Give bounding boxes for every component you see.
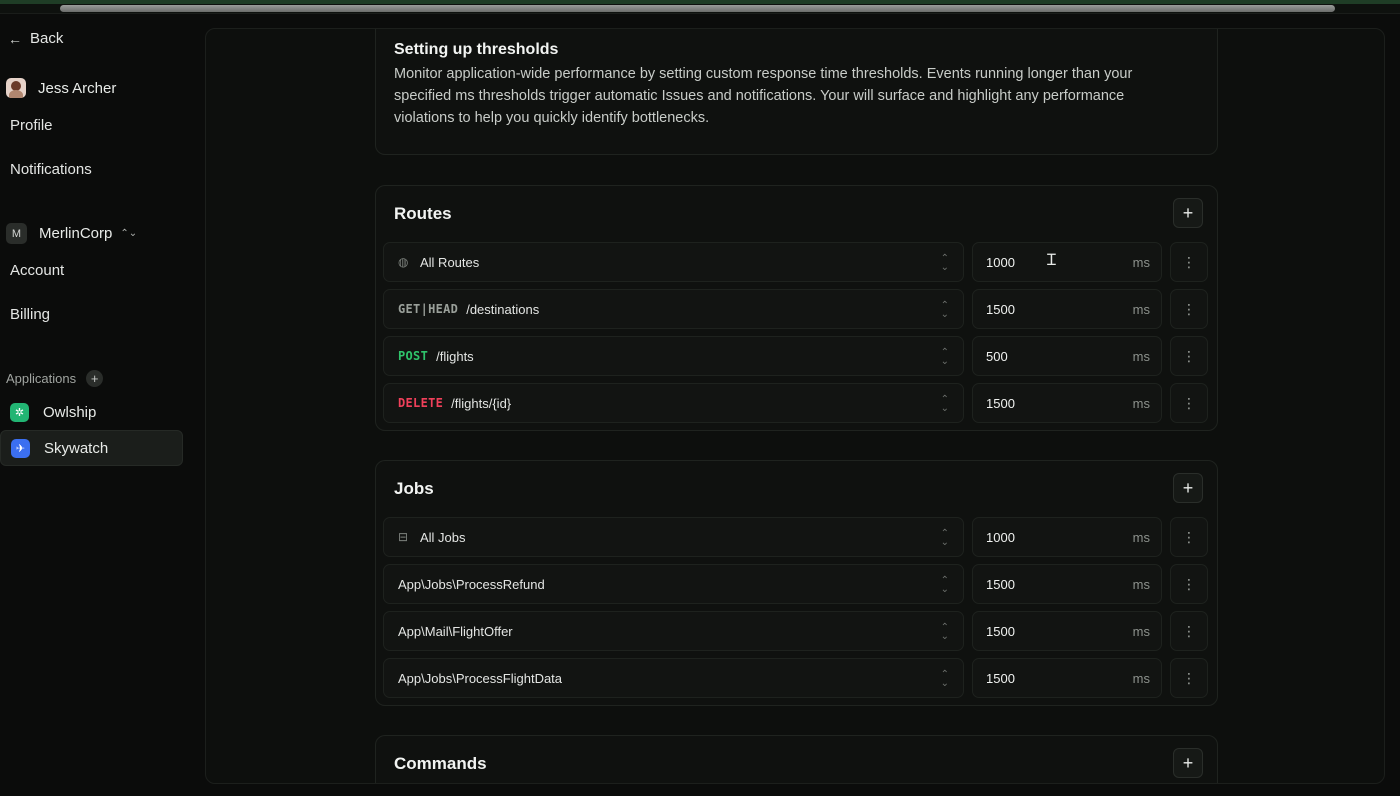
row-menu-button[interactable]: ⋮ (1170, 564, 1208, 604)
job-label: App\Mail\FlightOffer (398, 623, 513, 639)
threshold-value: 500 (986, 348, 1008, 364)
add-route-button[interactable]: + (1173, 198, 1203, 228)
unit-label: ms (1132, 577, 1150, 592)
unit-label: ms (1132, 624, 1150, 639)
threshold-input[interactable] (972, 658, 1162, 698)
route-label: /flights (436, 348, 474, 364)
globe-icon: ◍ (398, 255, 409, 269)
commands-card (375, 735, 1218, 784)
route-select[interactable] (383, 383, 964, 423)
routes-card (375, 185, 1218, 431)
job-row (383, 517, 1210, 557)
applications-heading (6, 370, 103, 387)
chevron-up-down-icon: ⌃ ⌄ (940, 394, 949, 414)
intro-card (375, 28, 1218, 155)
threshold-value: 1500 (986, 623, 1015, 639)
chevron-up-down-icon: ⌃ ⌄ (940, 528, 949, 548)
job-label: App\Jobs\ProcessFlightData (398, 670, 563, 686)
browser-scrollbar[interactable] (60, 5, 1335, 12)
row-menu-button[interactable]: ⋮ (1170, 383, 1208, 423)
chevron-up-down-icon: ⌃ ⌄ (940, 300, 949, 320)
route-label: /destinations (466, 301, 540, 317)
intro-title: Setting up thresholds (394, 41, 559, 58)
text-cursor-icon: Ɪ (1047, 250, 1056, 269)
commands-title: Commands (394, 754, 487, 773)
sidebar-item-notifications[interactable]: Notifications (10, 161, 92, 178)
job-select[interactable] (383, 611, 964, 651)
route-row (383, 383, 1210, 423)
skywatch-app-icon: ✈ (11, 439, 30, 458)
route-select[interactable] (383, 336, 964, 376)
threshold-value: 1000 (986, 529, 1015, 545)
threshold-input[interactable] (972, 517, 1162, 557)
add-command-button[interactable]: + (1173, 748, 1203, 778)
chevron-up-down-icon: ⌃ ⌄ (940, 622, 949, 642)
http-method: DELETE (398, 396, 444, 410)
threshold-input[interactable] (972, 383, 1162, 423)
route-select[interactable] (383, 289, 964, 329)
threshold-value: 1000 (986, 254, 1015, 270)
org-name: MerlinCorp (39, 225, 113, 242)
job-select[interactable] (383, 658, 964, 698)
back-label: Back (30, 30, 64, 47)
threshold-value: 1500 (986, 576, 1015, 592)
http-method: GET|HEAD (398, 302, 459, 316)
sidebar-app-skywatch[interactable] (0, 430, 183, 466)
jobs-card (375, 460, 1218, 706)
org-badge: M (6, 223, 27, 244)
route-label: /flights/{id} (451, 395, 512, 411)
row-menu-button[interactable]: ⋮ (1170, 611, 1208, 651)
job-select[interactable] (383, 564, 964, 604)
sidebar-item-profile[interactable]: Profile (10, 117, 53, 134)
unit-label: ms (1132, 530, 1150, 545)
chevron-up-down-icon: ⌃ ⌄ (940, 253, 949, 273)
window-topbar (0, 0, 1400, 14)
threshold-input[interactable] (972, 564, 1162, 604)
routes-title: Routes (394, 204, 452, 223)
job-label: App\Jobs\ProcessRefund (398, 576, 545, 592)
threshold-input[interactable] (972, 611, 1162, 651)
threshold-value: 1500 (986, 670, 1015, 686)
briefcase-icon: ⊟ (398, 530, 409, 544)
unit-label: ms (1132, 302, 1150, 317)
intro-text: Monitor application-wide performance by setting custom response time thresholds. Events running longer than your specified ms thresholds trigger automatic Issues and notifications. Your will surface and highlight any performance violations to help you quickly identify bottlenecks. (394, 66, 1133, 126)
chevron-up-down-icon: ⌃ ⌄ (940, 669, 949, 689)
app-label: Owlship (43, 403, 97, 421)
job-row (383, 658, 1210, 698)
sidebar-app-owlship[interactable] (0, 394, 183, 430)
user-header (6, 78, 116, 98)
unit-label: ms (1132, 349, 1150, 364)
job-select[interactable] (383, 517, 964, 557)
job-label: All Jobs (420, 529, 466, 545)
route-row (383, 242, 1210, 282)
route-row (383, 336, 1210, 376)
chevron-up-down-icon: ⌃⌄ (120, 228, 138, 239)
route-label: All Routes (420, 254, 480, 270)
http-method: POST (398, 349, 429, 363)
jobs-title: Jobs (394, 479, 434, 498)
row-menu-button[interactable]: ⋮ (1170, 289, 1208, 329)
row-menu-button[interactable]: ⋮ (1170, 517, 1208, 557)
job-row (383, 564, 1210, 604)
threshold-value: 1500 (986, 395, 1015, 411)
org-switcher[interactable] (6, 223, 137, 244)
unit-label: ms (1132, 396, 1150, 411)
add-job-button[interactable]: + (1173, 473, 1203, 503)
owlship-app-icon: ✲ (10, 403, 29, 422)
back-link[interactable] (8, 30, 63, 47)
threshold-input[interactable] (972, 289, 1162, 329)
chevron-up-down-icon: ⌃ ⌄ (940, 575, 949, 595)
avatar (6, 78, 26, 98)
row-menu-button[interactable]: ⋮ (1170, 658, 1208, 698)
add-application-button[interactable]: + (86, 370, 103, 387)
user-name: Jess Archer (38, 79, 117, 97)
threshold-value: 1500 (986, 301, 1015, 317)
topbar-accent (0, 0, 1400, 4)
route-select[interactable] (383, 242, 964, 282)
main-panel (205, 28, 1385, 784)
threshold-input[interactable] (972, 242, 1162, 282)
sidebar-item-account[interactable]: Account (10, 262, 65, 279)
row-menu-button[interactable]: ⋮ (1170, 242, 1208, 282)
app-label: Skywatch (44, 439, 109, 457)
applications-label: Applications (6, 371, 77, 386)
job-row (383, 611, 1210, 651)
unit-label: ms (1132, 255, 1150, 270)
sidebar (0, 14, 200, 796)
sidebar-item-billing[interactable]: Billing (10, 306, 51, 323)
row-menu-button[interactable]: ⋮ (1170, 336, 1208, 376)
route-row (383, 289, 1210, 329)
threshold-input[interactable] (972, 336, 1162, 376)
chevron-up-down-icon: ⌃ ⌄ (940, 347, 949, 367)
arrow-left-icon: ← (8, 30, 22, 47)
unit-label: ms (1132, 671, 1150, 686)
